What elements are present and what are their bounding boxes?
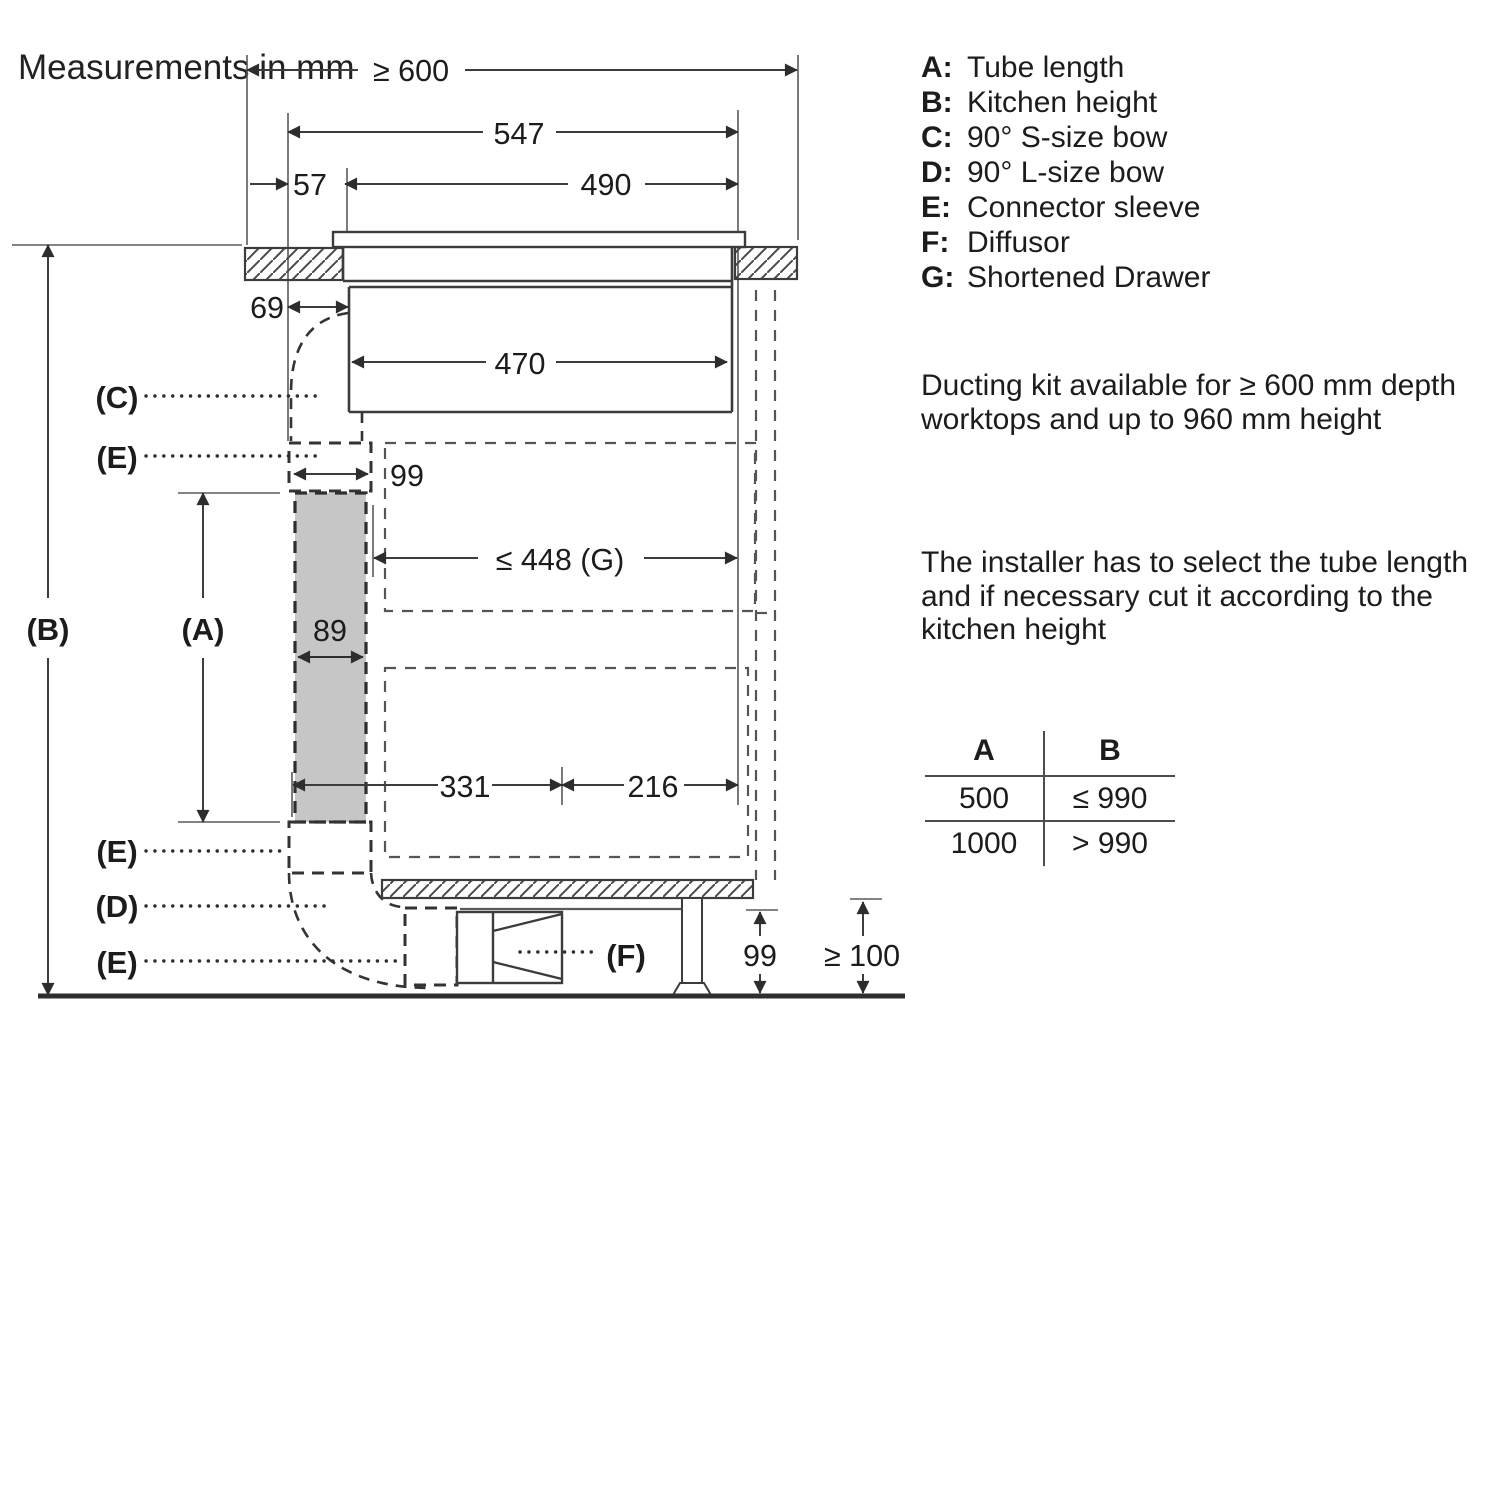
table-cell-b: > 990: [1072, 827, 1148, 860]
table-header-a: A: [925, 731, 1045, 775]
connector-sleeve-bottom: [405, 908, 457, 985]
shelf-hatch: [382, 880, 753, 898]
dim-min-clearance-label: ≥ 100: [823, 939, 901, 973]
cabinet-foot: [673, 898, 711, 995]
label-sleeve-top: (E): [96, 440, 138, 475]
legend-item: [921, 260, 1210, 295]
label-kitchen-height: (B): [26, 612, 70, 647]
legend-label: Diffusor: [967, 226, 1070, 259]
dim-casing-depth: [345, 168, 738, 202]
connector-sleeve-top: [289, 443, 371, 491]
dim-front-offset-label: 57: [293, 168, 327, 202]
table-header-b: B: [1099, 734, 1121, 767]
label-diffusor: (F): [606, 938, 646, 973]
legend-label: Tube length: [967, 51, 1125, 84]
dim-worktop-depth: [247, 54, 797, 88]
table-row: [925, 775, 1175, 820]
label-l-bow: (D): [95, 889, 139, 924]
legend-label: Connector sleeve: [967, 191, 1201, 224]
dim-worktop-depth-label: ≥ 600: [372, 54, 450, 88]
cabinet-back: [756, 290, 775, 880]
dim-plinth-height-label: 99: [743, 939, 777, 973]
worktop-left: [245, 248, 343, 280]
dim-hob-depth-label: 547: [493, 117, 545, 151]
lower-drawer: [385, 668, 748, 857]
note-installer: The installer has to select the tube length and if necessary cut it according to the kitchen height: [921, 546, 1469, 646]
table-cell-b: ≤ 990: [1072, 782, 1148, 815]
dim-front-to-duct-label: 331: [439, 770, 491, 804]
dim-inner-width-label: 470: [494, 347, 546, 381]
shortened-drawer: [385, 443, 755, 611]
label-s-bow: (C): [95, 380, 139, 415]
dim-outlet-offset: [250, 291, 348, 325]
legend-key: F:: [921, 226, 950, 259]
dim-inner-width: [352, 347, 727, 381]
dim-casing-depth-label: 490: [580, 168, 632, 202]
page-title: Measurements in mm: [18, 48, 355, 87]
legend-label: Shortened Drawer: [967, 261, 1211, 294]
legend-key: C:: [921, 121, 953, 154]
tube-length-table: [925, 731, 1175, 866]
dim-sleeve-width-label: 99: [390, 459, 424, 493]
dim-tube-width-label: 89: [313, 614, 347, 648]
note-ducting-kit: Ducting kit available for ≥ 600 mm depth worktops and up to 960 mm height: [921, 369, 1457, 436]
dim-drawer-depth-label: ≤ 448 (G): [495, 543, 625, 577]
dim-drawer-depth: [374, 543, 737, 577]
leader-lines: [146, 396, 592, 961]
table-cell-a: 500: [925, 777, 1045, 820]
legend-key: A:: [921, 51, 953, 84]
dim-duct-to-back-label: 216: [627, 770, 679, 804]
hob-body: [343, 247, 732, 412]
legend-key: G:: [921, 261, 955, 294]
legend-label: Kitchen height: [967, 86, 1158, 119]
s-bow: [291, 313, 362, 441]
legend-item: [921, 85, 1210, 120]
legend-item: [921, 155, 1210, 190]
dim-outlet-offset-label: 69: [250, 291, 284, 325]
legend-item: [921, 190, 1210, 225]
label-sleeve-bottom: (E): [96, 945, 138, 980]
dim-tube-length: [181, 493, 224, 822]
diffusor: [457, 912, 562, 983]
dim-duct-to-back: [562, 770, 738, 804]
legend-item: [921, 50, 1210, 85]
dim-sleeve-width: [294, 459, 424, 493]
legend-key: D:: [921, 156, 953, 189]
legend-key: E:: [921, 191, 951, 224]
label-tube-length: (A): [181, 612, 225, 647]
legend-key: B:: [921, 86, 953, 119]
legend-item: [921, 225, 1210, 260]
dim-hob-depth: [288, 117, 738, 151]
label-sleeve-middle: (E): [96, 834, 138, 869]
parts-legend: [921, 50, 1210, 295]
hob-glass: [333, 232, 745, 247]
table-header-row: [925, 731, 1175, 775]
worktop-right: [735, 247, 797, 279]
connector-sleeve-middle: [289, 822, 371, 873]
legend-label: 90° S-size bow: [967, 121, 1168, 154]
dim-plinth-height: [743, 912, 777, 993]
table-row: [925, 820, 1175, 866]
table-cell-a: 1000: [925, 822, 1045, 866]
dim-kitchen-height: [26, 245, 69, 995]
legend-item: [921, 120, 1210, 155]
legend-label: 90° L-size bow: [967, 156, 1165, 189]
dim-min-clearance: [824, 902, 900, 993]
